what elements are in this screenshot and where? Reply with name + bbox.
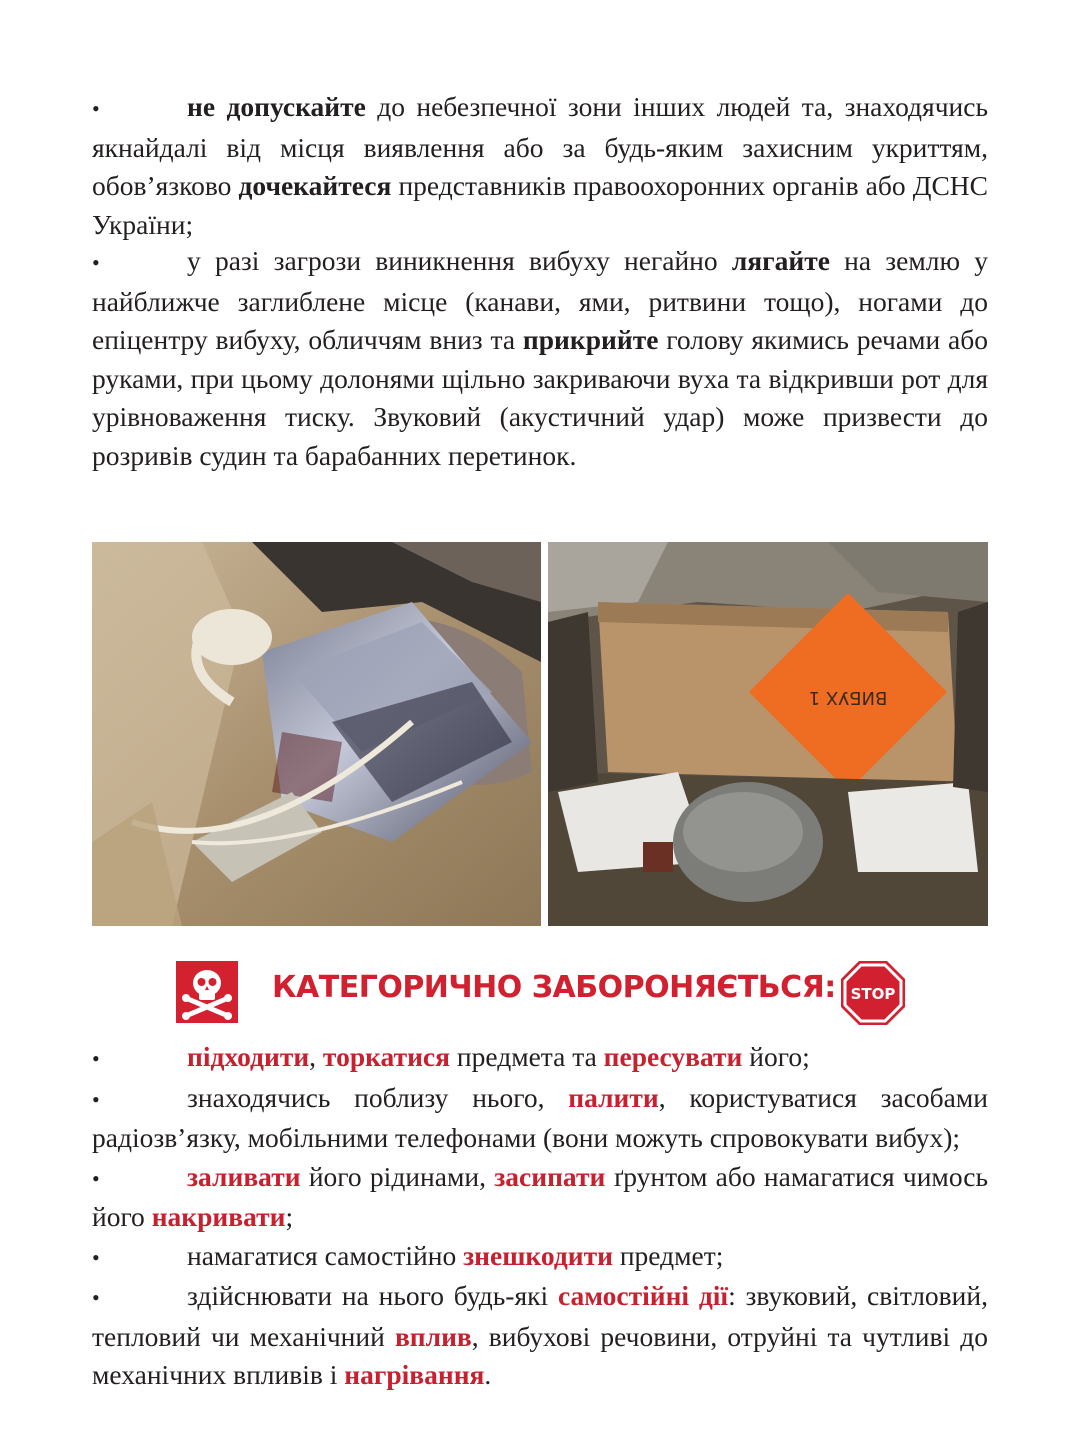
body-text: здійснювати на нього будь-які <box>187 1280 558 1311</box>
stop-sign-icon <box>840 960 906 1026</box>
bullet-marker: • <box>92 1086 100 1112</box>
body-text: намагатися самостійно <box>187 1239 464 1271</box>
body-text: його; <box>742 1041 810 1072</box>
emphasis-text: прикрийте <box>522 324 659 355</box>
body-text: ґрунтом або намагатися чимось його <box>92 1160 989 1232</box>
body-text: на землю у найближче заглиблене місце (канави, ями, ритвини тощо), ногами до епіцентру вибуху, обличчям вниз та <box>92 245 988 355</box>
bullet-marker: • <box>92 250 100 275</box>
bullet-marker: • <box>92 1165 100 1191</box>
prohibited-item-pouring <box>92 1158 988 1237</box>
body-text: предмет; <box>612 1239 724 1271</box>
prohibited-heading: КАТЕГОРИЧНО ЗАБОРОНЯЄТЬСЯ: <box>272 970 836 1005</box>
red-emphasis: засипати <box>494 1160 606 1192</box>
bullet-item-lie-down <box>92 242 988 475</box>
body-text: ; <box>285 1201 294 1232</box>
stop-label: STOP <box>850 985 896 1003</box>
body-text: до небезпечної зони інших людей та, знаходячись якнайдалі від місця виявлення або за будь-яким захисним укриттям, обов’язково <box>92 91 988 201</box>
prohibited-item-defuse <box>92 1237 988 1278</box>
bullet-marker: • <box>92 96 100 121</box>
prohibited-list <box>92 1038 988 1395</box>
red-emphasis: палити <box>568 1081 659 1113</box>
red-emphasis: вплив <box>394 1320 472 1352</box>
body-text: знаходячись поблизу нього, <box>187 1081 569 1113</box>
bullet-marker: • <box>92 1046 100 1071</box>
prohibited-item-smoking <box>92 1079 988 1158</box>
body-text: , вибухові речовини, отруйні та чутливі до механічних впливів і <box>92 1320 988 1390</box>
explosive-label: ВИБУХ 1 <box>808 687 888 708</box>
bullet-marker: • <box>92 1285 100 1310</box>
body-text: представників правоохоронних органів або ДСНС України; <box>92 170 988 240</box>
body-text: предмета та <box>450 1041 604 1072</box>
photo-explosive-box <box>548 542 988 926</box>
red-emphasis: торкатися <box>322 1041 451 1072</box>
red-emphasis: знешкодити <box>463 1239 613 1271</box>
photo-booby-trap-grenade <box>92 542 541 926</box>
red-emphasis: підходити <box>187 1041 310 1072</box>
body-text: , <box>309 1041 323 1072</box>
prohibited-item-actions <box>92 1277 988 1395</box>
bullet-item-do-not-admit <box>92 88 988 244</box>
emphasis-text: дочекайтеся <box>238 170 392 201</box>
body-text: , користуватися засобами радіозв’язку, мобільними телефонами (вони можуть спровокувати вибух); <box>92 1081 988 1153</box>
body-text: . <box>484 1359 492 1390</box>
bullet-marker: • <box>92 1244 100 1270</box>
body-text: : звуковий, світловий, тепловий чи механічний <box>92 1280 988 1352</box>
red-emphasis: заливати <box>187 1160 301 1192</box>
red-emphasis: самостійні дії <box>557 1280 729 1311</box>
red-emphasis: накривати <box>151 1201 286 1232</box>
body-text: його рідинами, <box>300 1160 495 1192</box>
emphasis-text: не допускайте <box>187 91 366 122</box>
body-text: у разі загрози виникнення вибуху негайно <box>187 245 732 276</box>
skull-crossbones-icon <box>176 961 238 1023</box>
emphasis-text: лягайте <box>731 245 830 276</box>
prohibited-item-approach <box>92 1038 988 1079</box>
red-emphasis: пересувати <box>603 1041 743 1072</box>
red-emphasis: нагрівання <box>344 1359 485 1390</box>
prohibited-header <box>176 960 912 1024</box>
body-text: голову якимись речами або руками, при цьому долонями щільно закриваючи вуха та відкривши рот для урівноваження тиску. Звуковий (акустичний удар) може призвести до розривів судин та барабанних перетинок. <box>92 324 989 471</box>
